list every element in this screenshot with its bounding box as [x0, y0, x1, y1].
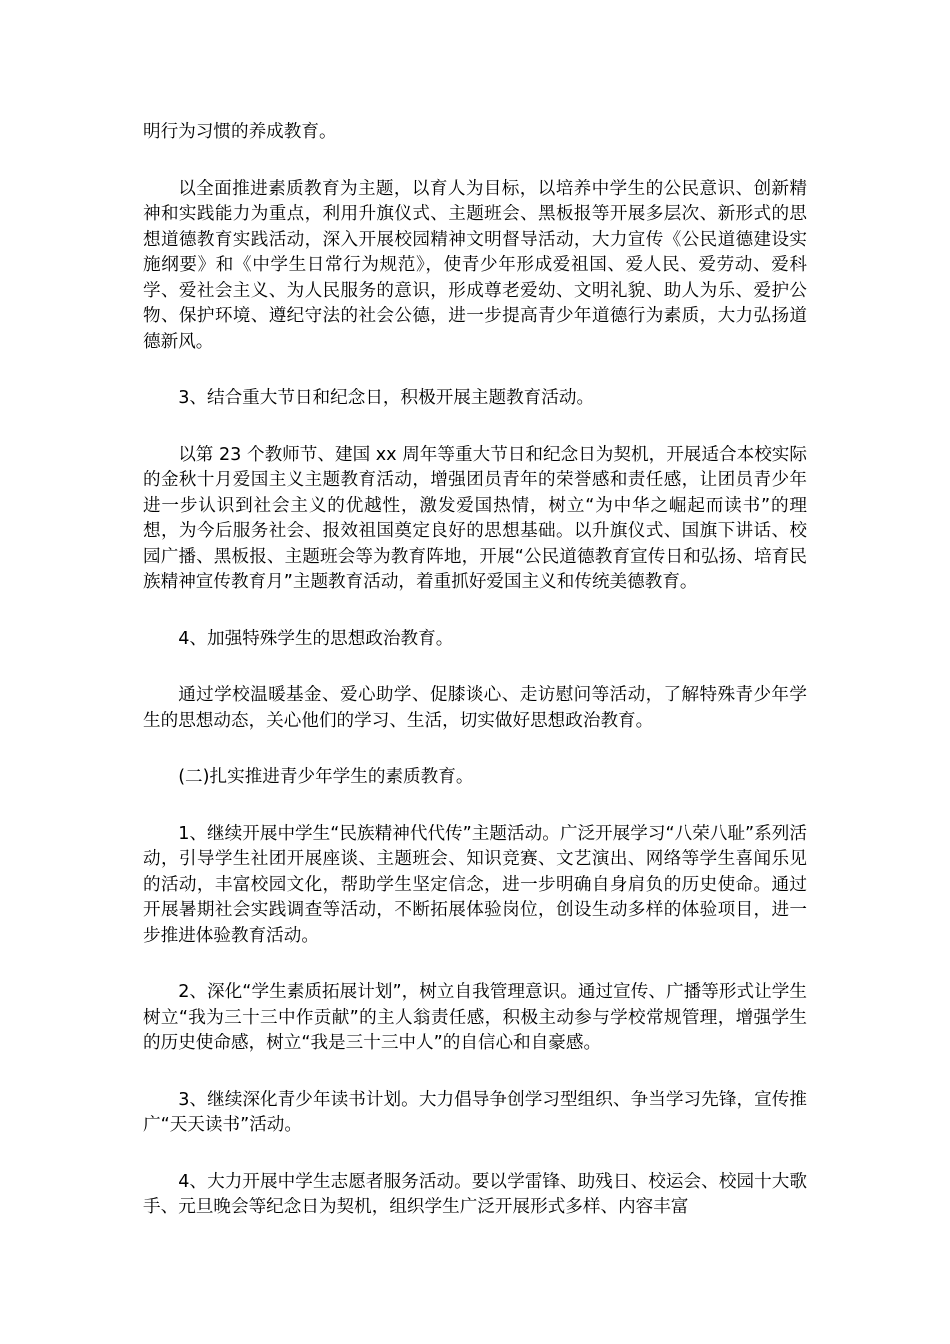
section-heading-3-festivals: 3、结合重大节日和纪念日，积极开展主题教育活动。: [178, 388, 595, 408]
paragraph-item-2-quality-plan: 2、深化“学生素质拓展计划”，树立自我管理意识。通过宣传、广播等形式让学生树立“我为三十三中作贡献”的主人翁责任感，积极主动参与学校常规管理，增强学生的历史使命感，树立“我是三十三中人”的自信心和自豪感。: [143, 982, 807, 1053]
paragraph-item-3-reading-plan: 3、继续深化青少年读书计划。大力倡导争创学习型组织、争当学习先锋，宣传推广“天天读书”活动。: [143, 1089, 807, 1135]
paragraph-continuation: 明行为习惯的养成教育。: [143, 122, 337, 142]
section-heading-quality-education: (二)扎实推进青少年学生的素质教育。: [178, 767, 474, 787]
paragraph-patriotic-education: 以第 23 个教师节、建国 xx 周年等重大节日和纪念日为契机，开展适合本校实际的金秋十月爱国主义主题教育活动，增强团员青年的荣誉感和责任感，让团员青少年进一步认识到社会主义的优越性，激发爱国热情，树立“为中华之崛起而读书”的理想，为今后服务社会、报效祖国奠定良好的思想基础。以升旗仪式、国旗下讲话、校园广播、黑板报、主题班会等为教育阵地，开展“公民道德教育宣传日和弘扬、培育民族精神宣传教育月”主题教育活动，着重抓好爱国主义和传统美德教育。: [143, 444, 807, 592]
paragraph-moral-education: 以全面推进素质教育为主题，以育人为目标，以培养中学生的公民意识、创新精神和实践能力为重点，利用升旗仪式、主题班会、黑板报等开展多层次、新形式的思想道德教育实践活动，深入开展校园精神文明督导活动，大力宣传《公民道德建设实施纲要》和《中学生日常行为规范》，使青少年形成爱祖国、爱人民、爱劳动、爱科学、爱社会主义、为人民服务的意识，形成尊老爱幼、文明礼貌、助人为乐、爱护公物、保护环境、遵纪守法的社会公德，进一步提高青少年道德行为素质，大力弘扬道德新风。: [143, 178, 807, 352]
paragraph-special-students: 通过学校温暖基金、爱心助学、促膝谈心、走访慰问等活动，了解特殊青少年学生的思想动态，关心他们的学习、生活，切实做好思想政治教育。: [143, 685, 807, 731]
paragraph-item-4-volunteers: 4、大力开展中学生志愿者服务活动。要以学雷锋、助残日、校运会、校园十大歌手、元旦晚会等纪念日为契机，组织学生广泛开展形式多样、内容丰富: [143, 1171, 807, 1217]
section-heading-4-special-students: 4、加强特殊学生的思想政治教育。: [178, 628, 454, 649]
paragraph-item-1-national-spirit: 1、继续开展中学生“民族精神代代传”主题活动。广泛开展学习“八荣八耻”系列活动，引导学生社团开展座谈、主题班会、知识竞赛、文艺演出、网络等学生喜闻乐见的活动，丰富校园文化，帮助学生坚定信念，进一步明确自身肩负的历史使命。通过开展暑期社会实践调查等活动，不断拓展体验岗位，创设生动多样的体验项目，进一步推进体验教育活动。: [143, 823, 807, 946]
